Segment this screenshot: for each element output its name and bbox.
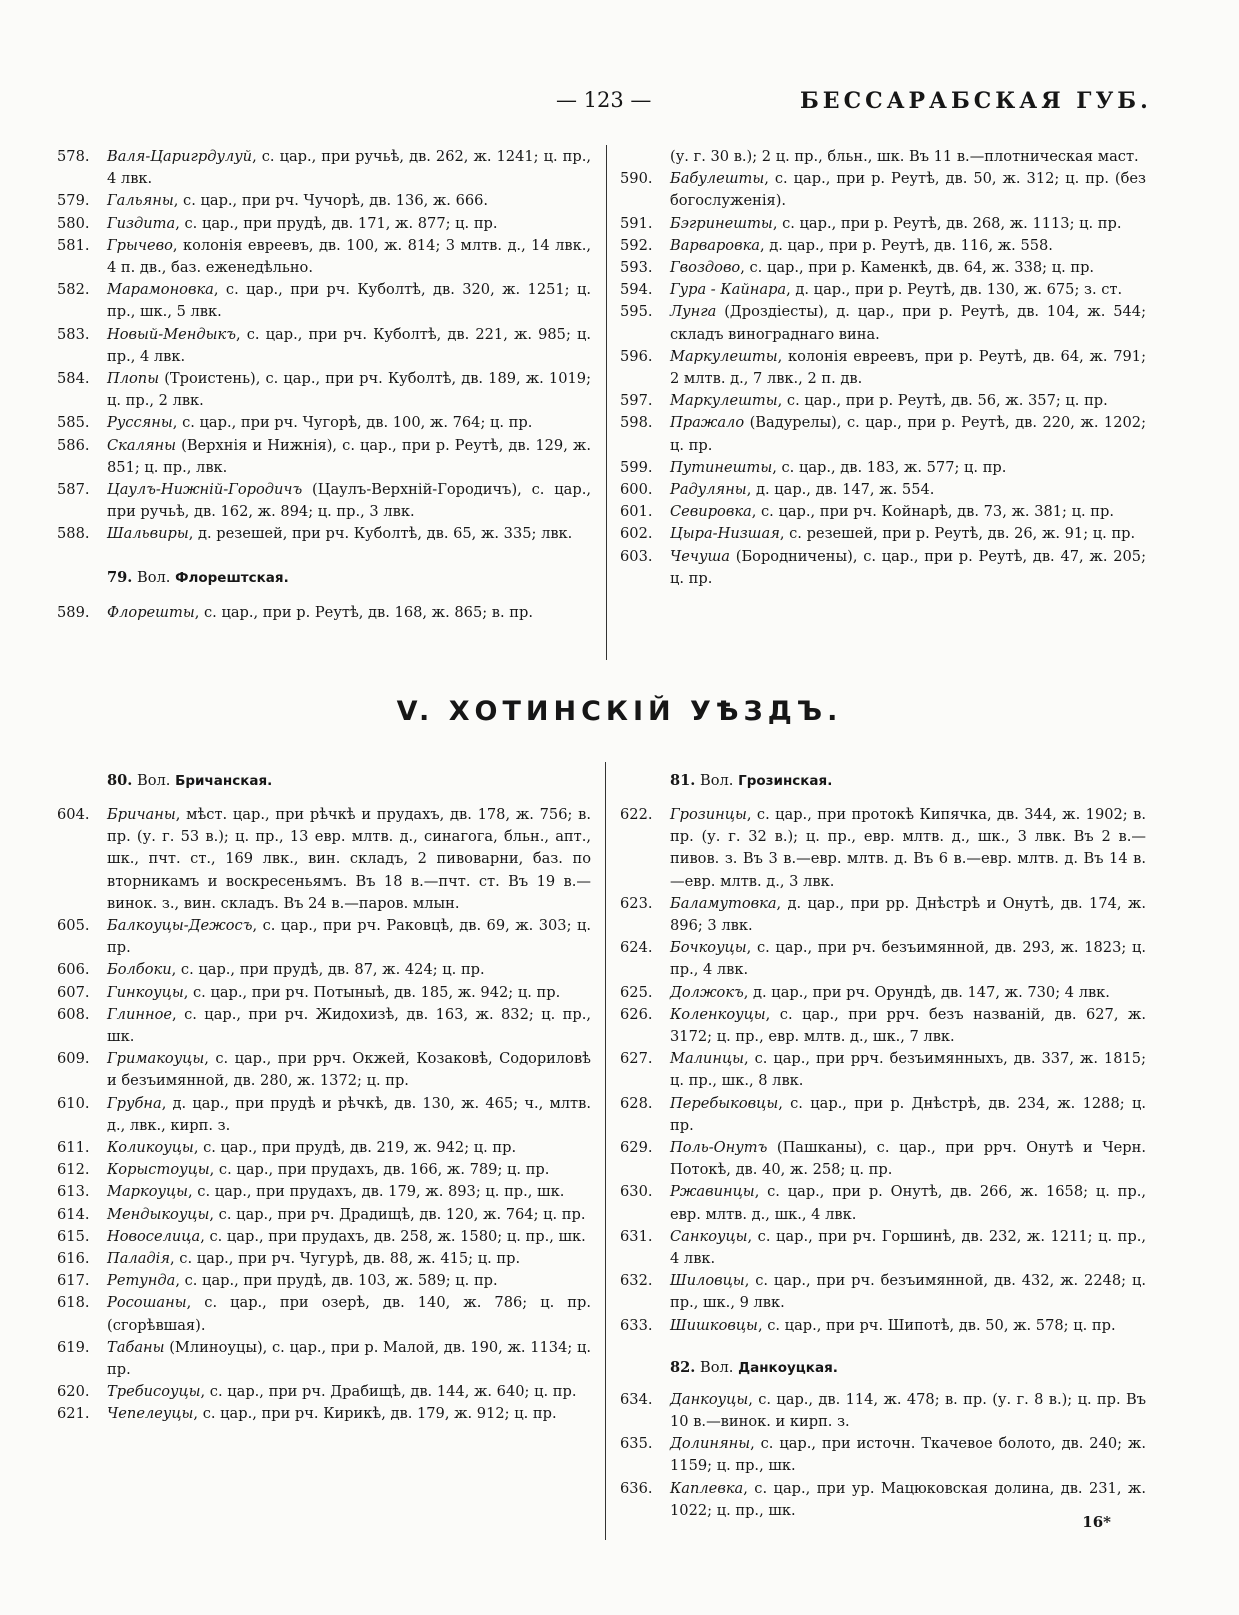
volost-heading-82: 82. Вол. Данкоуцкая. [670,1358,838,1376]
place-name: Коленкоуцы [670,1005,766,1023]
entry-text: , д. цар., при прудѣ и рѣчкѣ, дв. 130, ж. 465; ч., млтв. д., лвк., кирп. з. [107,1094,591,1134]
place-name: Маркулешты [670,347,778,365]
sheet-mark: 16* [1082,1513,1111,1531]
place-name: Требисоуцы [107,1383,201,1401]
list-item [57,1226,591,1248]
entry-number: 582. [57,281,90,299]
list-item [57,435,591,479]
entry-text: , д. цар., при р. Реутѣ, дв. 130, ж. 675; з. ст. [786,281,1123,299]
place-name: Малинцы [670,1050,745,1068]
entry-number: 635. [620,1435,653,1453]
entry-text: , мѣст. цар., при рѣчкѣ и прудахъ, дв. 178, ж. 756; в. пр. (у. г. 53 в.); ц. пр., 13 евр. млтв. д., синагога, бльн., апт., шк., пчт. ст., 169 лвк., вин. складъ, 2 пивоварни, баз. по вторникамъ и воскресеньямъ. Въ 18 в.—пчт. ст. Въ 19 в.—винок. з., вин. складъ. Въ 24 в.—паров. млын. [107,806,591,912]
entry-text: , с. цар., при р. Каменкѣ, дв. 64, ж. 338; ц. пр. [740,259,1095,277]
entry-number: 617. [57,1272,90,1290]
list-item [620,390,1146,412]
entry-number: 611. [57,1139,90,1157]
entry-number: 580. [57,214,90,232]
list-item [57,1337,591,1381]
entry-number: 610. [57,1094,90,1112]
list-item [57,1137,591,1159]
entry-text: , с. цар., при ррч. безъ названій, дв. 627, ж. 3172; ц. пр., евр. млтв. д., шк., 7 лвк. [670,1005,1146,1046]
list-item [57,959,591,981]
entry-number: 603. [620,547,653,565]
page-number: — 123 — [556,88,652,112]
list-item [57,190,591,212]
entry-text: , с. цар., при рч. Чугорѣ, дв. 100, ж. 764; ц. пр. [172,414,533,432]
entry-text: , с. цар., при прудѣ, дв. 171, ж. 877; ц. пр. [175,214,498,232]
entry-number: 623. [620,894,653,912]
entry-text: , с. цар., при прудѣ, дв. 103, ж. 589; ц. пр. [175,1272,498,1290]
volost-heading-80: 80. Вол. Бричанская. [107,772,273,789]
entry-number: 618. [57,1294,90,1312]
entry-text: (Млиноуцы), с. цар., при р. Малой, дв. 190, ж. 1134; ц. пр. [107,1338,591,1379]
list-item [620,501,1146,523]
entry-number: 624. [620,939,653,957]
entry-text: (Дроздіесты), д. цар., при р. Реутѣ, дв. 104, ж. 544; складъ винограднаго вина. [670,303,1146,343]
entry-number: 615. [57,1227,90,1245]
entry-text: , с. цар., при прудахъ, дв. 258, ж. 1580; ц. пр., шк. [200,1227,586,1245]
place-name: Поль-Онутъ [670,1139,768,1157]
entry-text: , с. цар., при рч. Раковцѣ, дв. 69, ж. 303; ц. пр. [107,917,591,957]
list-item [620,937,1146,981]
place-name: Шишковцы [670,1316,758,1334]
place-name: Севировка [670,503,752,521]
list-item [620,893,1146,937]
entry-number: 600. [620,481,653,499]
entry-number: 578. [57,148,90,165]
entry-text: , с. цар., при прудахъ, дв. 166, ж. 789; ц. пр. [209,1161,550,1179]
list-item [57,982,591,1004]
list-item [620,1226,1146,1270]
list-item [57,1270,591,1292]
entry-text: , с. цар., при рч. Драдищѣ, дв. 120, ж. 764; ц. пр. [209,1205,586,1223]
list-item [620,1478,1146,1522]
entry-text: , с. цар., при рч. Потыныѣ, дв. 185, ж. 942; ц. пр. [183,983,561,1001]
place-name: Коликоуцы [107,1139,194,1157]
list-item [57,146,591,190]
entry-number: 609. [57,1050,90,1068]
entry-text: (Цаулъ-Верхній-Городичъ), с. цар., при ручьѣ, дв. 162, ж. 894; ц. пр., 3 лвк. [107,481,591,521]
entry-number: 587. [57,481,90,499]
entry-list [57,146,591,546]
bottom-left-column [57,770,591,1426]
entry-number: 595. [620,303,653,321]
list-item [57,324,591,368]
place-name: Радуляны [670,481,747,499]
entry-text: , с. цар., при р. Реутѣ, дв. 56, ж. 357; ц. пр. [777,392,1108,410]
entry-number: 591. [620,214,653,232]
entry-number: 599. [620,458,653,476]
entry-text: , с. цар., при протокѣ Кипячка, дв. 344, ж. 1902; в. пр. (у. г. 32 в.); ц. пр., евр. млтв. д., шк., 3 лвк. Въ 2 в.—пивов. з. Въ 3 в.—евр. млтв. д. Въ 6 в.—евр. млтв. д. Въ 14 в.—евр. млтв. д., 3 лвк. [670,806,1146,890]
place-name: Новоселица [107,1227,201,1245]
list-item [57,602,591,624]
entry-number: 630. [620,1183,653,1201]
entry-number: 627. [620,1050,653,1068]
entry-number: 632. [620,1272,653,1290]
entry-list [57,804,591,1426]
list-item [57,1048,591,1092]
place-name: Гинкоуцы [107,983,184,1001]
entry-number: 608. [57,1005,90,1023]
entry-text: , с. цар., при прудахъ, дв. 179, ж. 893; ц. пр., шк. [188,1183,565,1201]
entry-number: 629. [620,1139,653,1157]
place-name: Ретунда [107,1272,176,1290]
entry-text: , с. цар., при ррч. безъимянныхъ, дв. 337, ж. 1815; ц. пр., шк., 8 лвк. [670,1050,1146,1090]
entry-number: 583. [57,325,90,343]
entry-number: 590. [620,170,653,188]
place-name: Болбоки [107,961,172,979]
list-item [57,523,591,545]
place-name: Гвоздово [670,259,741,277]
list-item [57,368,591,412]
entry-number: 606. [57,961,90,979]
place-name: Пражало [670,414,745,432]
list-item [57,1159,591,1181]
entry-text: , с. цар., при ррч. Окжей, Козаковѣ, Содориловѣ и безъимянной, дв. 280, ж. 1372; ц. пр. [107,1050,591,1090]
list-item [57,412,591,434]
place-name: Мендыкоуцы [107,1205,210,1223]
top-right-column [620,146,1146,590]
column-divider [605,762,606,1540]
place-name: Путинешты [670,458,773,476]
place-name: Шальвиры [107,525,189,543]
place-name: Варваровка [670,236,760,254]
entry-list [620,168,1146,590]
place-name: Гальяны [107,192,174,210]
list-item [620,1270,1146,1314]
place-name: Грозинцы [670,806,747,823]
entry-number: 613. [57,1183,90,1201]
entry-number: 592. [620,236,653,254]
list-item [620,279,1146,301]
entry-text: , с. цар., при рч. Горшинѣ, дв. 232, ж. 1211; ц. пр., 4 лвк. [670,1227,1146,1268]
entry-text: , с. цар., при ручьѣ, дв. 262, ж. 1241; ц. пр., 4 лвк. [107,148,591,188]
place-name: Гиздита [107,214,176,232]
list-item [57,479,591,523]
entry-number: 581. [57,236,90,254]
entry-number: 584. [57,370,90,388]
list-item [620,804,1146,893]
place-name: Санкоуцы [670,1227,748,1245]
entry-text: , с. цар., при рч. безъимянной, дв. 293, ж. 1823; ц. пр., 4 лвк. [670,939,1146,979]
place-name: Паладія [107,1250,170,1268]
place-name: Долиняны [670,1435,751,1453]
entry-number: 593. [620,259,653,277]
place-name: Руссяны [107,414,173,432]
place-name: Грычево [107,236,173,254]
entry-text: (Верхнія и Нижнія), с. цар., при р. Реутѣ, дв. 129, ж. 851; ц. пр., лвк. [107,436,591,476]
entry-number: 616. [57,1250,90,1268]
list-item [620,412,1146,456]
volost-heading-81: 81. Вол. Грозинская. [670,772,833,789]
place-name: Лунга [670,303,717,321]
place-name: Скаляны [107,436,177,454]
bottom-right-column [620,770,1146,1522]
list-item [620,1181,1146,1225]
list-item [57,1204,591,1226]
place-name: Росошаны [107,1294,187,1312]
entry-number: 589. [57,603,90,621]
entry-number: 596. [620,347,653,365]
entry-number: 631. [620,1227,653,1245]
place-name: Гримакоуцы [107,1050,205,1068]
place-name: Корыстоуцы [107,1161,210,1179]
list-item [620,1093,1146,1137]
list-item [620,546,1146,590]
entry-number: 620. [57,1383,90,1401]
place-name: Новый-Мендыкъ [107,325,236,343]
place-name: Чечуша [670,547,730,565]
list-item [620,457,1146,479]
region-title: БЕССАРАБСКАЯ ГУБ. [800,88,1152,114]
volost-heading-79: 79. Вол. Флорештская. [107,568,289,586]
list-item [620,257,1146,279]
entry-text: , колонія евреевъ, при р. Реутѣ, дв. 64, ж. 791; 2 млтв. д., 7 лвк., 2 п. дв. [670,347,1146,388]
place-name: Гура - Кайнара [670,281,787,299]
list-item [620,168,1146,212]
entry-text: , д. резешей, при рч. Куболтѣ, дв. 65, ж. 335; лвк. [188,525,573,543]
entry-text: , с. цар., при озерѣ, дв. 140, ж. 786; ц. пр. (сгорѣвшая). [107,1294,591,1334]
entry-number: 621. [57,1405,90,1423]
top-left-column [57,146,591,624]
place-name: Баламутовка [670,894,777,912]
place-name: Глинное [107,1005,173,1023]
entry-text: (Троистень), с. цар., при рч. Куболтѣ, дв. 189, ж. 1019; ц. пр., 2 лвк. [107,370,591,410]
entry-number: 594. [620,281,653,299]
place-name: Бричаны [107,806,176,823]
list-item [57,804,591,915]
entry-text: , с. цар., дв. 183, ж. 577; ц. пр. [772,458,1007,476]
place-name: Бочкоуцы [670,939,747,957]
entry-text: , с. цар., при рч. Чугурѣ, дв. 88, ж. 415; ц. пр. [170,1250,521,1268]
entry-text: (Вадурелы), с. цар., при р. Реутѣ, дв. 220, ж. 1202; ц. пр. [670,414,1146,454]
entry-number: 634. [620,1390,653,1408]
entry-number: 625. [620,983,653,1001]
entry-number: 585. [57,414,90,432]
entry-text: , колонія евреевъ, дв. 100, ж. 814; 3 млтв. д., 14 лвк., 4 п. дв., баз. еженедѣльно. [107,236,591,277]
entry-number: 604. [57,806,90,823]
entry-text: , с. цар., при р. Реутѣ, дв. 268, ж. 1113; ц. пр. [772,214,1122,232]
entry-text: , с. цар., при рч. Койнарѣ, дв. 73, ж. 381; ц. пр. [751,503,1114,521]
list-item [620,235,1146,257]
entry-text: , с. цар., при рч. Чучорѣ, дв. 136, ж. 666. [173,192,489,210]
place-name: Марамоновка [107,281,214,299]
entry-text: (Пашканы), с. цар., при ррч. Онутѣ и Черн. Потокѣ, дв. 40, ж. 258; ц. пр. [670,1139,1146,1179]
column-divider [606,145,607,660]
list-item [620,479,1146,501]
entry-number: 602. [620,525,653,543]
list-item [620,523,1146,545]
list-item [57,1248,591,1270]
entry-text: , д. цар., при рр. Днѣстрѣ и Онутѣ, дв. 174, ж. 896; 3 лвк. [670,894,1146,935]
entry-number: 598. [620,414,653,432]
place-name: Маркулешты [670,392,778,410]
list-item [620,346,1146,390]
entry-text: , д. цар., дв. 147, ж. 554. [746,481,935,499]
list-item [620,1433,1146,1477]
entry-text: , с. цар., при р. Реутѣ, дв. 168, ж. 865; в. пр. [194,603,533,621]
entry-text: , с. цар., при рч. Драбищѣ, дв. 144, ж. 640; ц. пр. [200,1383,577,1401]
list-item [57,1004,591,1048]
place-name: Балкоуцы-Дежосъ [107,917,253,935]
entry-text: (Бородничены), с. цар., при р. Реутѣ, дв. 47, ж. 205; ц. пр. [670,547,1146,587]
entry-list [620,1389,1146,1522]
continued-entry-text: (у. г. 30 в.); 2 ц. пр., бльн., шк. Въ 11 в.—плотническая маст. [670,148,1139,165]
place-name: Перебыковцы [670,1094,779,1112]
list-item [57,1292,591,1336]
entry-number: 614. [57,1205,90,1223]
entry-number: 622. [620,806,653,823]
place-name: Маркоуцы [107,1183,189,1201]
list-item [620,1004,1146,1048]
list-item [57,1093,591,1137]
place-name: Валя-Царигрдулуй [107,148,253,165]
place-name: Чепелеуцы [107,1405,194,1423]
entry-text: , с. резешей, при р. Реутѣ, дв. 26, ж. 91; ц. пр. [779,525,1136,543]
entry-text: , с. цар., при р. Днѣстрѣ, дв. 234, ж. 1288; ц. пр. [670,1094,1146,1134]
entry-number: 626. [620,1005,653,1023]
list-item [57,235,591,279]
entry-text: , с. цар., при рч. Куболтѣ, дв. 221, ж. 985; ц. пр., 4 лвк. [107,325,591,365]
entry-number: 597. [620,392,653,410]
entry-number: 607. [57,983,90,1001]
entry-text: , с. цар., при рч. Шипотѣ, дв. 50, ж. 578; ц. пр. [757,1316,1116,1334]
entry-number: 588. [57,525,90,543]
list-item [57,1403,591,1425]
entry-text: , с. цар., при р. Онутѣ, дв. 266, ж. 1658; ц. пр., евр. млтв. д., шк., 4 лвк. [670,1183,1146,1223]
entry-text: , с. цар., дв. 114, ж. 478; в. пр. (у. г. 8 в.); ц. пр. Въ 10 в.—винок. и кирп. з. [670,1390,1146,1431]
place-name: Грубна [107,1094,162,1112]
entry-number: 612. [57,1161,90,1179]
entry-text: , с. цар., при рч. Жидохизѣ, дв. 163, ж. 832; ц. пр., шк. [107,1005,591,1046]
entry-number: 579. [57,192,90,210]
list-item [57,1381,591,1403]
place-name: Плопы [107,370,160,388]
entry-number: 586. [57,436,90,454]
list-item [57,279,591,323]
entry-text: , с. цар., при прудѣ, дв. 219, ж. 942; ц. пр. [193,1139,517,1157]
list-item [620,1048,1146,1092]
entry-text: , д. цар., при р. Реутѣ, дв. 116, ж. 558. [760,236,1053,254]
entry-text: , с. цар., при рч. безъимянной, дв. 432, ж. 2248; ц. пр., шк., 9 лвк. [670,1272,1146,1312]
list-item [57,1181,591,1203]
entry-text: , с. цар., при рч. Куболтѣ, дв. 320, ж. 1251; ц. пр., шк., 5 лвк. [107,281,591,321]
entry-number: 636. [620,1479,653,1497]
entry-number: 601. [620,503,653,521]
entry-text: , с. цар., при прудѣ, дв. 87, ж. 424; ц. пр. [171,961,485,979]
entry-text: , д. цар., при рч. Орундѣ, дв. 147, ж. 730; 4 лвк. [743,983,1110,1001]
place-name: Цыра-Низшая [670,525,780,543]
place-name: Бэгринешты [670,214,773,232]
place-name: Цаулъ-Нижній-Городичъ [107,481,303,499]
entry-list [620,804,1146,1337]
place-name: Должокъ [670,983,744,1001]
entry-text: , с. цар., при источн. Ткачевое болото, дв. 240; ж. 1159; ц. пр., шк. [670,1435,1146,1475]
entry-number: 628. [620,1094,653,1112]
entry-number: 619. [57,1338,90,1356]
place-name: Флорешты [107,603,195,621]
place-name: Табаны [107,1338,165,1356]
page-header [0,88,1239,128]
list-item [57,213,591,235]
list-item [620,1389,1146,1433]
list-item [620,301,1146,345]
place-name: Ржавинцы [670,1183,755,1201]
place-name: Данкоуцы [670,1390,749,1408]
district-title: V. ХОТИНСКІЙ УѢЗДЪ. [396,696,843,727]
list-item [620,982,1146,1004]
place-name: Бабулешты [670,170,765,188]
list-item [620,213,1146,235]
entry-list [57,602,591,624]
entry-number: 633. [620,1316,653,1334]
list-item [620,1315,1146,1337]
place-name: Каплевка [670,1479,744,1497]
list-item [620,1137,1146,1181]
place-name: Шиловцы [670,1272,745,1290]
entry-text: , с. цар., при р. Реутѣ, дв. 50, ж. 312; ц. пр. (без богослуженія). [670,170,1146,210]
entry-number: 605. [57,917,90,935]
entry-text: , с. цар., при рч. Кирикѣ, дв. 179, ж. 912; ц. пр. [193,1405,557,1423]
entry-text: , с. цар., при ур. Мацюковская долина, дв. 231, ж. 1022; ц. пр., шк. [670,1479,1146,1519]
list-item [57,915,591,959]
